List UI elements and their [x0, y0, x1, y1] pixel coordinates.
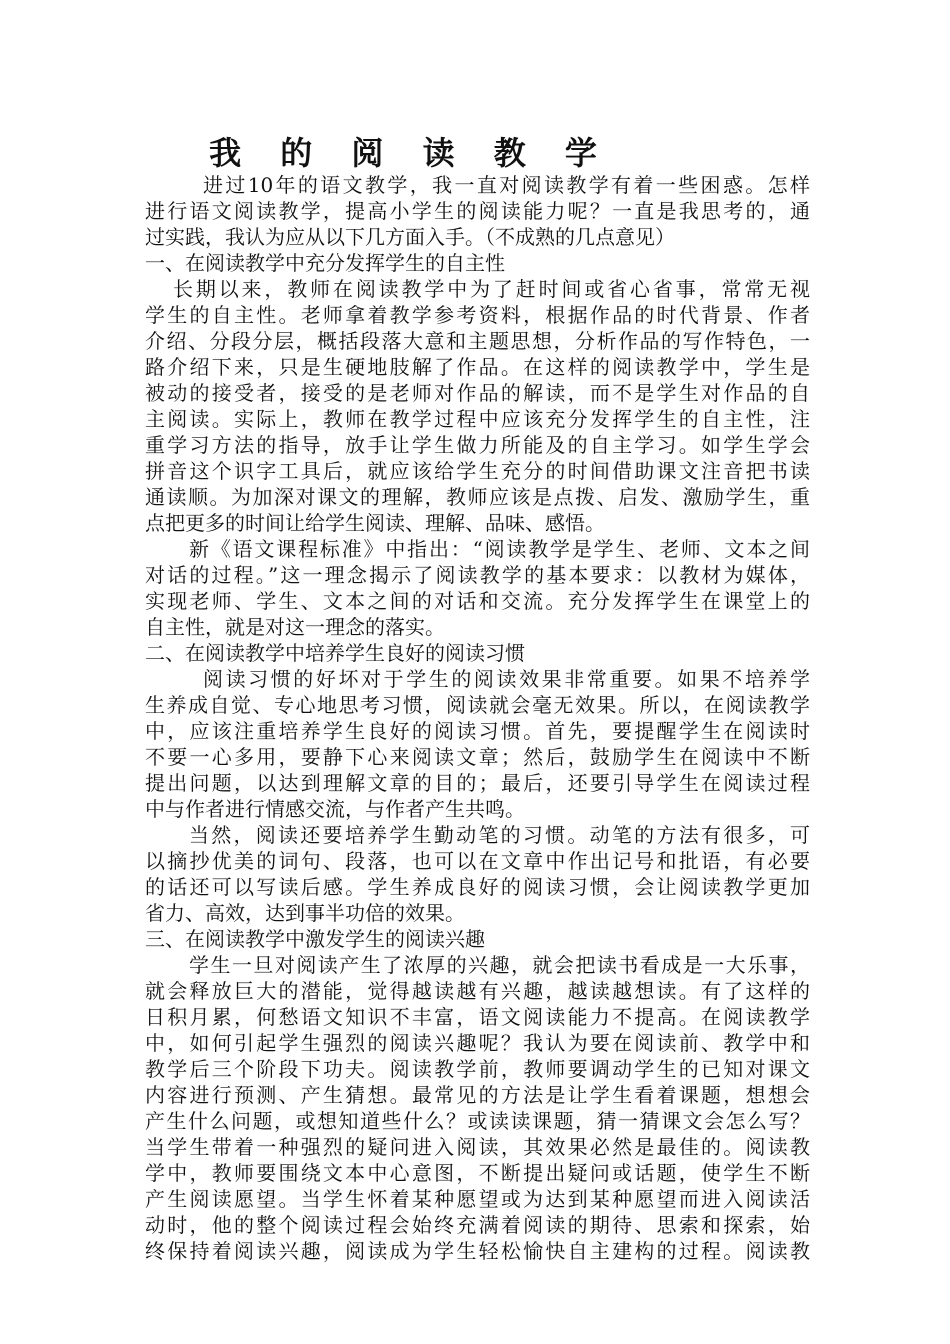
text-line: 学中，教师要围绕文本中心意图，不断提出疑问或话题，使学生不断 [145, 1161, 810, 1185]
text-line: 实现老师、学生、文本之间的对话和交流。充分发挥学生在课堂上的 [145, 589, 810, 613]
text-line: 新《语文课程标准》中指出：“阅读教学是学生、老师、文本之间 [189, 537, 810, 561]
text-line: 重学习方法的指导，放手让学生做力所能及的自主学习。如学生学会 [145, 433, 810, 457]
text-line: 产生什么问题，或想知道些什么？或读读课题，猜一猜课文会怎么写？ [145, 1109, 810, 1133]
text-line: 终保持着阅读兴趣，阅读成为学生轻松愉快自主建构的过程。阅读教 [145, 1239, 810, 1263]
text-line: 二、在阅读教学中培养学生良好的阅读习惯 [145, 641, 525, 665]
text-line: 就会释放巨大的潜能，觉得越读越有兴趣，越读越想读。有了这样的 [145, 979, 810, 1003]
text-line: 中与作者进行情感交流，与作者产生共鸣。 [145, 797, 525, 821]
text-line: 的话还可以写读后感。学生养成良好的阅读习惯，会让阅读教学更加 [145, 875, 810, 899]
text-line: 不要一心多用，要静下心来阅读文章；然后，鼓励学生在阅读中不断 [145, 745, 810, 769]
text-line: 被动的接受者，接受的是老师对作品的解读，而不是学生对作品的自 [145, 381, 810, 405]
text-line: 拼音这个识字工具后，就应该给学生充分的时间借助课文注音把书读 [145, 459, 810, 483]
text-line: 通读顺。为加深对课文的理解，教师应该是点拨、启发、激励学生，重 [145, 485, 810, 509]
text-line: 介绍、分段分层，概括段落大意和主题思想，分析作品的写作特色，一 [145, 329, 810, 353]
document-body [145, 172, 810, 1264]
text-line: 教学后三个阶段下功夫。阅读教学前，教师要调动学生的已知对课文 [145, 1057, 810, 1081]
text-line: 长期以来，教师在阅读教学中为了赶时间或省心省事，常常无视 [173, 277, 810, 301]
text-line: 过实践，我认为应从以下几方面入手。（不成熟的几点意见） [145, 225, 675, 249]
text-line: 提出问题，以达到理解文章的目的；最后，还要引导学生在阅读过程 [145, 771, 810, 795]
text-line: 对话的过程。”这一理念揭示了阅读教学的基本要求：以教材为媒体， [145, 563, 810, 587]
text-line: 阅读习惯的好坏对于学生的阅读效果非常重要。如果不培养学 [203, 667, 810, 691]
text-line: 以摘抄优美的词句、段落，也可以在文章中作出记号和批语，有必要 [145, 849, 810, 873]
text-line: 三、在阅读教学中激发学生的阅读兴趣 [145, 927, 485, 951]
text-line: 进行语文阅读教学，提高小学生的阅读能力呢？一直是我思考的，通 [145, 199, 810, 223]
text-line: 中，如何引起学生强烈的阅读兴趣呢？我认为要在阅读前、教学中和 [145, 1031, 810, 1055]
text-line: 主阅读。实际上，教师在教学过程中应该充分发挥学生的自主性，注 [145, 407, 810, 431]
text-line: 当学生带着一种强烈的疑问进入阅读，其效果必然是最佳的。阅读教 [145, 1135, 810, 1159]
text-line: 路介绍下来，只是生硬地肢解了作品。在这样的阅读教学中，学生是 [145, 355, 810, 379]
text-line: 进过10年的语文教学，我一直对阅读教学有着一些困惑。怎样 [203, 173, 810, 197]
text-line: 产生阅读愿望。当学生怀着某种愿望或为达到某种愿望而进入阅读活 [145, 1187, 810, 1211]
text-line: 日积月累，何愁语文知识不丰富，语文阅读能力不提高。在阅读教学 [145, 1005, 810, 1029]
text-line: 自主性，就是对这一理念的落实。 [145, 615, 445, 639]
text-line: 点把更多的时间让给学生阅读、理解、品味、感悟。 [145, 511, 605, 535]
text-line: 内容进行预测、产生猜想。最常见的方法是让学生看着课题，想想会 [145, 1083, 810, 1107]
text-line: 当然，阅读还要培养学生勤动笔的习惯。动笔的方法有很多，可 [189, 823, 810, 847]
text-line: 省力、高效，达到事半功倍的效果。 [145, 901, 465, 925]
text-line: 中，应该注重培养学生良好的阅读习惯。首先，要提醒学生在阅读时 [145, 719, 810, 743]
text-line: 学生一旦对阅读产生了浓厚的兴趣，就会把读书看成是一大乐事， [189, 953, 810, 977]
text-line: 生养成自觉、专心地思考习惯，阅读就会毫无效果。所以，在阅读教学 [145, 693, 810, 717]
text-line: 一、在阅读教学中充分发挥学生的自主性 [145, 251, 505, 275]
page-title: 我 的 阅 读 教 学 [209, 134, 611, 172]
text-line: 学生的自主性。老师拿着教学参考资料，根据作品的时代背景、作者 [145, 303, 810, 327]
text-line: 动时，他的整个阅读过程会始终充满着阅读的期待、思索和探索，始 [145, 1213, 810, 1237]
